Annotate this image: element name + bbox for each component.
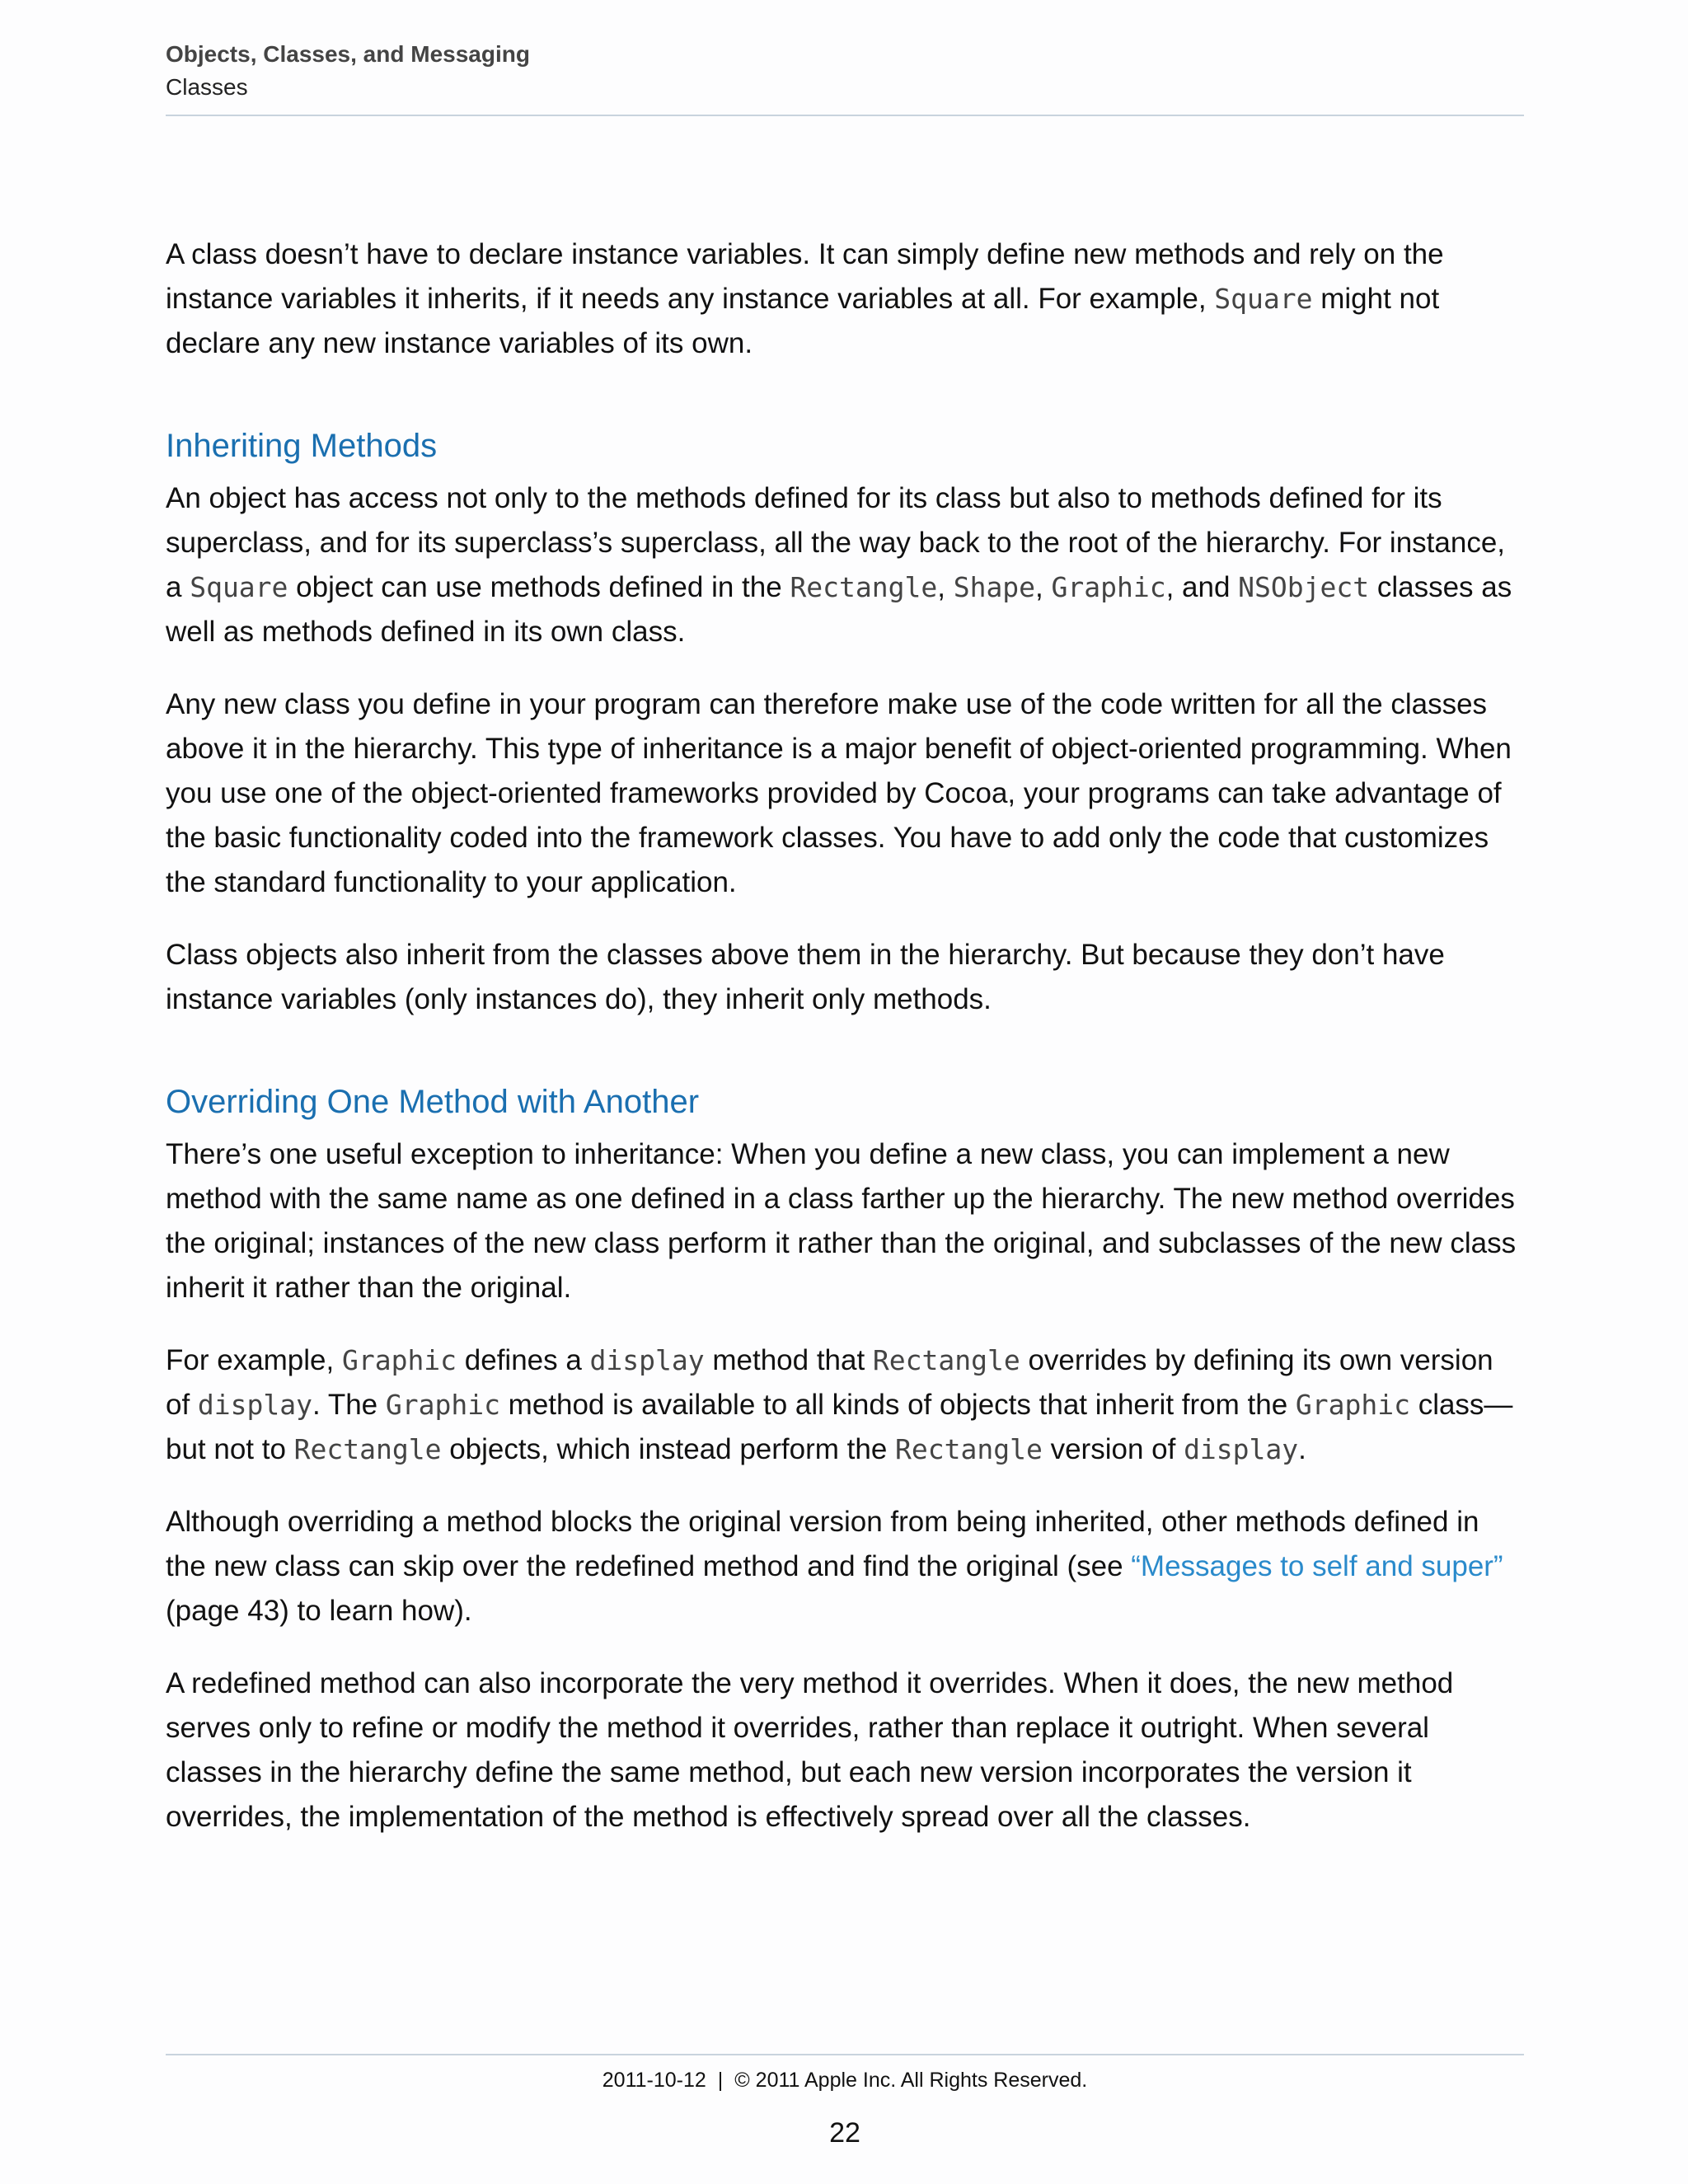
code-graphic: Graphic (1051, 571, 1166, 603)
code-rectangle: Rectangle (293, 1433, 442, 1465)
running-header (166, 38, 1524, 104)
footer-divider (166, 2054, 1524, 2055)
inheriting-paragraph-1: An object has access not only to the methods defined for its class but also to methods defined for its superclass, and for its superclass’s superclass, all the way back to the root of the hierarchy. For instance, a Square object can use methods defined in the Rectangle, Shape, Graphic, and NSObject classes as well as methods defined in its own class. (166, 482, 1512, 648)
code-graphic: Graphic (385, 1389, 500, 1421)
footer-copyright: © 2011 Apple Inc. All Rights Reserved. (734, 2069, 1088, 2092)
code-graphic: Graphic (341, 1344, 457, 1376)
code-rectangle: Rectangle (790, 571, 938, 603)
overriding-paragraph-1: There’s one useful exception to inheritance: When you define a new class, you can implement a new method with the same name as one defined in a class farther up the hierarchy. The new method overrides the original; instances of the new class perform it rather than the original, and subclasses of the new class inherit it rather than the original. (166, 1138, 1517, 1304)
heading-overriding-method: Overriding One Method with Another (166, 1084, 700, 1120)
code-shape: Shape (953, 571, 1036, 603)
code-rectangle: Rectangle (895, 1433, 1043, 1465)
page-body (166, 232, 1524, 1868)
code-square: Square (190, 571, 288, 603)
page-number: 22 (829, 2117, 860, 2149)
messages-to-self-and-super-link[interactable]: “Messages to self and super” (1131, 1550, 1503, 1582)
code-display: display (197, 1389, 312, 1421)
inheriting-paragraph-3: Class objects also inherit from the classes above them in the hierarchy. But because they don’t have instance variables (only instances do), they inherit only methods. (166, 939, 1445, 1015)
section-title: Classes (166, 74, 248, 100)
chapter-title: Objects, Classes, and Messaging (166, 41, 530, 67)
code-square: Square (1214, 283, 1313, 315)
intro-paragraph: A class doesn’t have to declare instance variables. It can simply define new methods and rely on the instance variables it inherits, if it needs any instance variables at all. For example, Square might not declare any new instance variables of its own. (166, 238, 1444, 359)
code-graphic: Graphic (1295, 1389, 1410, 1421)
footer (166, 2065, 1524, 2095)
heading-inheriting-methods: Inheriting Methods (166, 428, 438, 464)
overriding-paragraph-2: For example, Graphic defines a display method that Rectangle overrides by defining its own version of display. The Graphic method is available to all kinds of objects that inherit from the Graphic class—but not to Rectangle objects, which instead perform the Rectangle version of display. (166, 1344, 1513, 1465)
code-display: display (1184, 1433, 1299, 1465)
header-divider (166, 115, 1524, 116)
code-rectangle: Rectangle (872, 1344, 1020, 1376)
code-display: display (589, 1344, 705, 1376)
overriding-paragraph-3: Although overriding a method blocks the original version from being inherited, other methods defined in the new class can skip over the redefined method and find the original (see “Messages to self and super” (page 43) to learn how). (166, 1506, 1503, 1627)
inheriting-paragraph-2: Any new class you define in your program can therefore make use of the code written for all the classes above it in the hierarchy. This type of inheritance is a major benefit of object-oriented programming. When you use one of the object-oriented frameworks provided by Cocoa, your programs can take advantage of the basic functionality coded into the framework classes. You have to add only the code that customizes the standard functionality to your application. (166, 688, 1512, 898)
overriding-paragraph-4: A redefined method can also incorporate the very method it overrides. When it does, the new method serves only to refine or modify the method it overrides, rather than replace it outright. When several classes in the hierarchy define the same method, but each new version incorporates the version it overrides, the implementation of the method is effectively spread over all the classes. (166, 1667, 1454, 1833)
footer-date: 2011-10-12 (602, 2069, 706, 2092)
code-nsobject: NSObject (1238, 571, 1370, 603)
footer-separator: | (717, 2069, 724, 2092)
